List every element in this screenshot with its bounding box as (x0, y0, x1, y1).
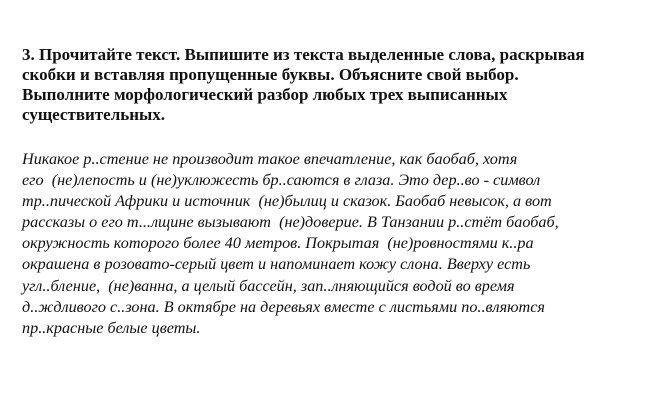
passage-line: окрашена в розовато-серый цвет и напоминает кожу слона. Вверху есть (22, 255, 531, 274)
passage-line: д..ждливого с..зона. В октябре на деревьях вместе с листьями по..вляются (22, 297, 545, 316)
passage-line: его (не)лепость и (не)уклюжесть бр..саются в глаза. Это дер..во - символ (22, 171, 541, 190)
task-line: Выполните морфологический разбор любых трех выписанных (22, 85, 508, 104)
task-line: 3. Прочитайте текст. Выпишите из текста выделенные слова, раскрывая (22, 45, 585, 64)
passage-text (22, 149, 637, 339)
passage-line: рассказы о его т...лщине вызывают (не)доверие. В Танзании р..стёт баобаб, (22, 213, 559, 232)
task-line: существительных. (22, 105, 166, 124)
passage-line: угл..бление, (не)ванна, а целый бассейн, зап..лняющийся водой во время (22, 276, 515, 295)
task-instructions (22, 45, 637, 125)
passage-line: пр..красные белые цветы. (22, 318, 201, 337)
passage-line: тр..пической Африки и источник (не)былиц и сказок. Баобаб невысок, а вот (22, 192, 552, 211)
task-line: скобки и вставляя пропущенные буквы. Объясните свой выбор. (22, 65, 519, 84)
passage-line: окружность которого более 40 метров. Покрытая (не)ровностями к..ра (22, 234, 534, 253)
passage-line: Никакое р..стение не производит такое впечатление, как баобаб, хотя (22, 150, 518, 168)
